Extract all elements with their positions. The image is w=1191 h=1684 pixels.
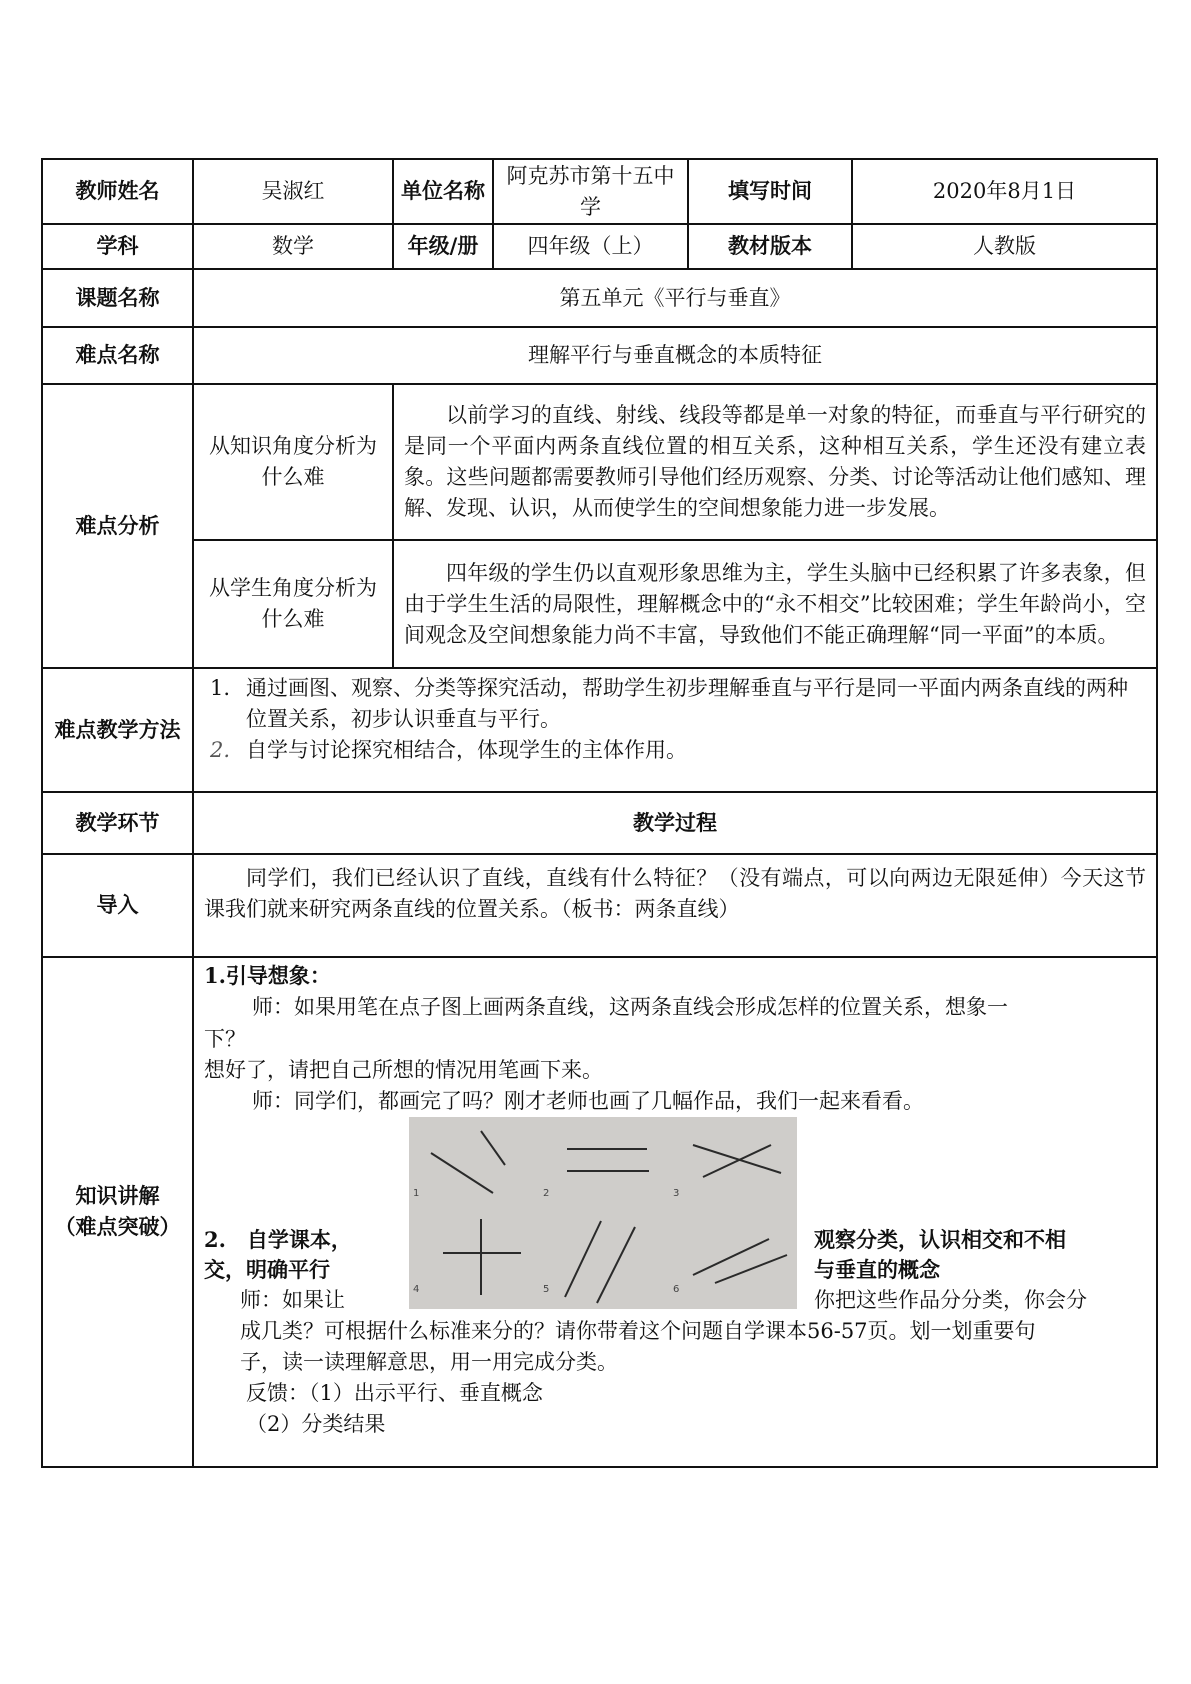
knowledge-label-line1: 知识讲解 [75,1184,160,1208]
unit-name-value: 阿克苏市第十五中学 [493,159,688,224]
methods-label: 难点教学方法 [42,668,193,792]
student-drawing-photo [669,1117,797,1213]
difficulty-label: 难点名称 [42,327,193,384]
drawing-parallel-diagonal [539,1213,669,1309]
student-drawing-photo [669,1213,797,1309]
student-drawing-photo [539,1213,669,1309]
difficulty-value: 理解平行与垂直概念的本质特征 [193,327,1157,384]
methods-item [204,735,1146,766]
drawing-parallel-horizontal [539,1117,669,1213]
subject-label: 学科 [42,224,193,269]
teacher-name-label: 教师姓名 [42,159,193,224]
step2-left-line2: 交，明确平行 [204,1257,330,1282]
step2-tail: 你把这些作品分分类，你会分 [814,1288,1087,1312]
process-header: 教学过程 [193,792,1157,854]
step1-title: 1.引导想象： [204,963,331,988]
knowledge-label-line2: （难点突破） [54,1215,181,1239]
fill-time-label: 填写时间 [688,159,852,224]
drawing-perpendicular-lines [409,1213,539,1309]
step2-left-line1: 2. 自学课本， [204,1227,352,1252]
drawing-oblique-lines [669,1213,797,1309]
process-step-label: 教学环节 [42,792,193,854]
teacher-name-value: 吴淑红 [193,159,393,224]
student-angle-text [393,540,1157,668]
topic-label: 课题名称 [42,269,193,327]
intro-label: 导入 [42,854,193,957]
methods-item-number: 1. [210,676,231,700]
grade-label: 年级/册 [393,224,493,269]
feedback-line1: 反馈：（1）出示平行、垂直概念 [246,1381,543,1405]
student-angle-paragraph: 四年级的学生仍以直观形象思维为主，学生头脑中已经积累了许多表象，但由于学生生活的局限性，理解概念中的“永不相交”比较困难；学生年龄尚小，空间观念及空间想象能力尚不丰富，导致他们不能正确理解“同一平面”的本质。 [404,560,1146,647]
topic-value: 第五单元《平行与垂直》 [193,269,1157,327]
drawing-crossed-segments [409,1117,539,1213]
student-drawing-photo [409,1117,539,1213]
student-drawing-photo [409,1213,539,1309]
edition-value: 人教版 [852,224,1157,269]
step2-right-line1: 观察分类，认识相交和不相 [814,1227,1066,1252]
methods-item-text: 自学与讨论探究相结合，体现学生的主体作用。 [246,738,687,762]
unit-name-label: 单位名称 [393,159,493,224]
methods-item-number: 2. [210,738,231,762]
grade-value: 四年级（上） [493,224,688,269]
knowledge-angle-paragraph: 以前学习的直线、射线、线段等都是单一对象的特征，而垂直与平行研究的是同一个平面内两条直线位置的相互关系，这种相互关系，学生还没有建立表象。这些问题都需要教师引导他们经历观察、分类、讨论等活动让他们感知、理解、发现、认识，从而使学生的空间想象能力进一步发展。 [404,403,1146,520]
edition-label: 教材版本 [688,224,852,269]
fill-time-value: 2020年8月1日 [852,159,1157,224]
step2-line3: 子，读一读理解意思，用一用完成分类。 [240,1350,618,1374]
photo-number: 4 [413,1284,420,1295]
photo-number: 5 [543,1284,550,1295]
methods-item [204,673,1146,735]
intro-text [193,854,1157,957]
student-angle-label: 从学生角度分析为什么难 [193,540,393,668]
intro-paragraph: 同学们，我们已经认识了直线，直线有什么特征？（没有端点，可以向两边无限延伸）今天这节课我们就来研究两条直线的位置关系。（板书：两条直线） [204,866,1146,921]
photo-number: 1 [413,1188,420,1199]
step2-line2: 成几类？可根据什么标准来分的？请你带着这个问题自学课本56-57页。划一划重要句 [240,1319,1036,1343]
student-drawing-photo [539,1117,669,1213]
photo-number: 6 [673,1284,680,1295]
step1-line1: 师：如果用笔在点子图上画两条直线，这两条直线会形成怎样的位置关系，想象一 [252,995,1008,1019]
knowledge-angle-text [393,384,1157,540]
knowledge-content [193,957,1157,1467]
knowledge-angle-label: 从知识角度分析为什么难 [193,384,393,540]
feedback-line2: （2）分类结果 [246,1412,386,1436]
analysis-label: 难点分析 [42,384,193,668]
step2-right-line2: 与垂直的概念 [814,1257,940,1282]
step2-teacher: 师：如果让 [240,1288,345,1312]
step1-line3: 想好了，请把自己所想的情况用笔画下来。 [204,1058,603,1082]
lesson-plan-table [41,158,1158,1468]
drawing-intersecting-lines [669,1117,797,1213]
step1-line2: 下？ [204,1027,246,1051]
step1-line4: 师：同学们，都画完了吗？刚才老师也画了几幅作品，我们一起来看看。 [252,1089,924,1113]
methods-list [193,668,1157,792]
photo-number: 3 [673,1188,680,1199]
photo-number: 2 [543,1188,550,1199]
knowledge-label [42,957,193,1467]
methods-item-text: 通过画图、观察、分类等探究活动，帮助学生初步理解垂直与平行是同一平面内两条直线的两种位置关系，初步认识垂直与平行。 [246,676,1128,731]
subject-value: 数学 [193,224,393,269]
